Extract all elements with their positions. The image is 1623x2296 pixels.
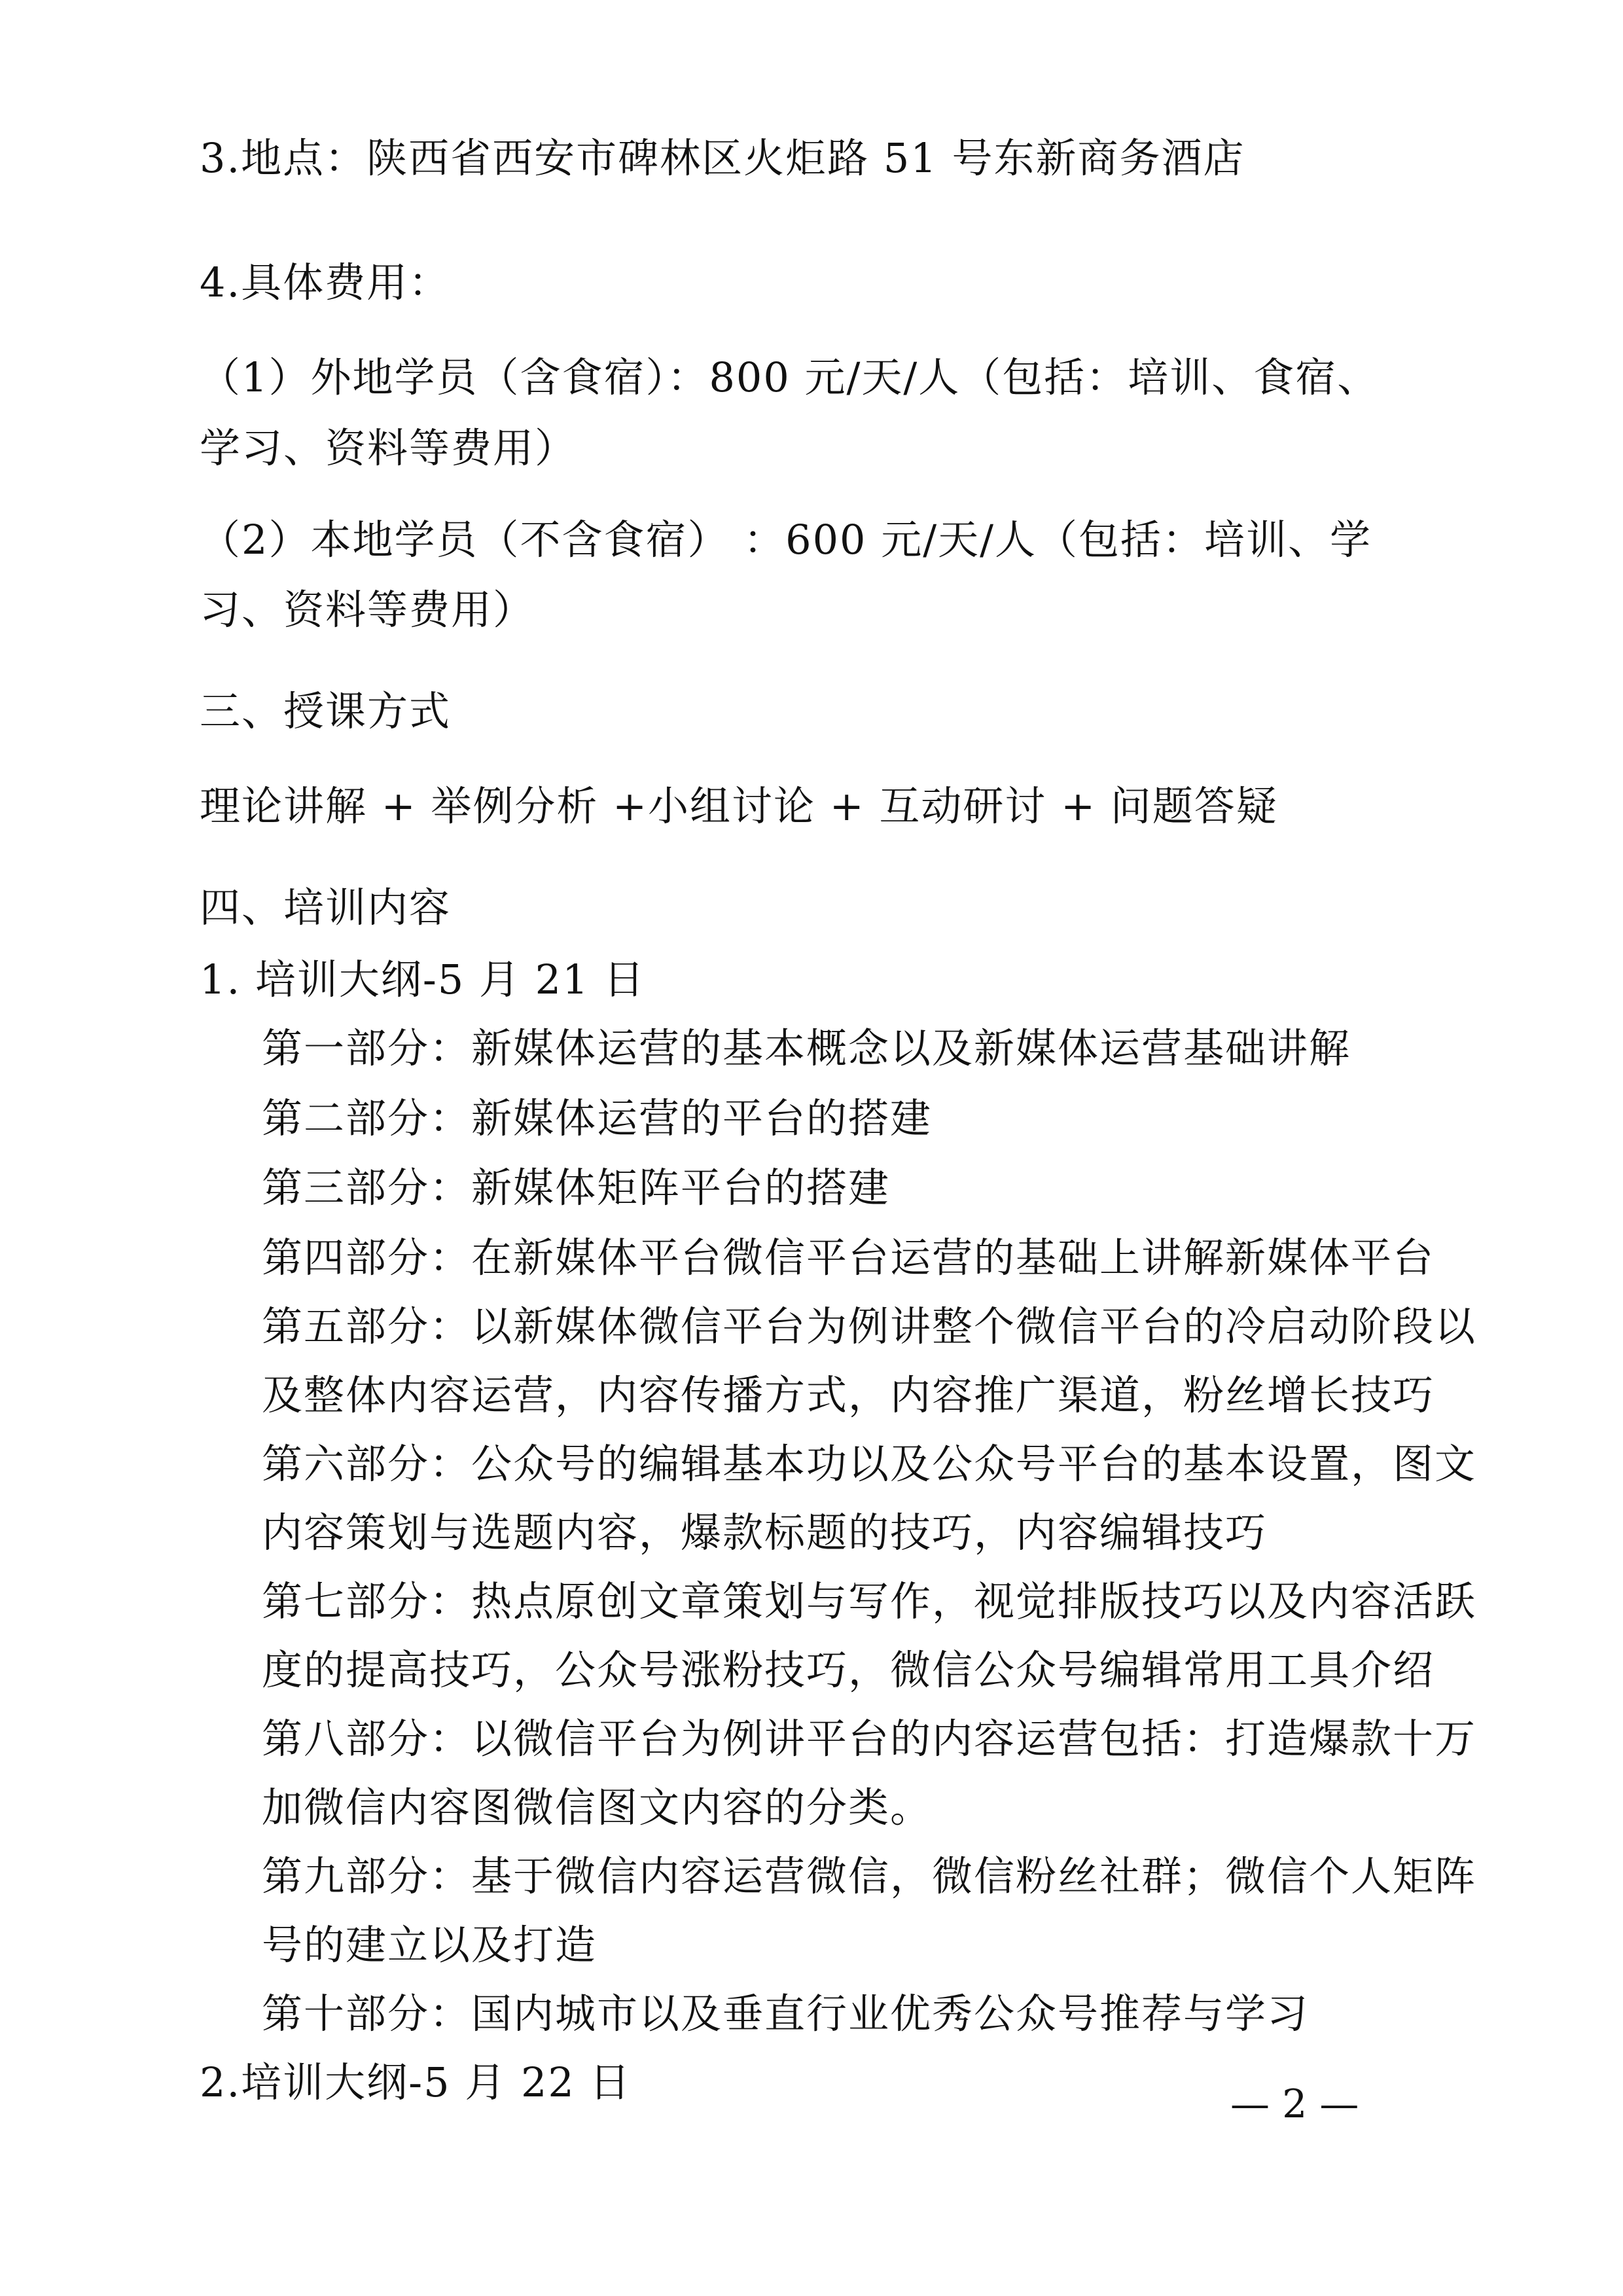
- outline-part-7-line-2: 度的提高技巧，公众号涨粉技巧，微信公众号编辑常用工具介绍: [262, 1646, 1435, 1694]
- page-number: — 2 —: [1230, 2081, 1359, 2127]
- outline-day2-heading: 2.培训大纲-5 月 22 日: [200, 2058, 632, 2106]
- venue-line: 3.地点：陕西省西安市碑林区火炬路 51 号东新商务酒店: [200, 134, 1245, 182]
- fee-local-line-2: 习、资料等费用）: [200, 586, 535, 634]
- outline-day1-heading: 1. 培训大纲-5 月 21 日: [200, 956, 646, 1003]
- outline-part-9-line-1: 第九部分：基于微信内容运营微信，微信粉丝社群；微信个人矩阵: [262, 1852, 1477, 1900]
- section-training-content: 四、培训内容: [200, 884, 452, 931]
- fee-outside-line-2: 学习、资料等费用）: [200, 424, 577, 472]
- fee-local-line-1: （2）本地学员（不含食宿） ：600 元/天/人（包括：培训、学: [200, 516, 1372, 564]
- outline-part-8-line-2: 加微信内容图微信图文内容的分类。: [262, 1784, 933, 1831]
- outline-part-9-line-2: 号的建立以及打造: [262, 1921, 597, 1969]
- outline-part-10: 第十部分：国内城市以及垂直行业优秀公众号推荐与学习: [262, 1990, 1310, 2037]
- outline-part-5-line-2: 及整体内容运营，内容传播方式，内容推广渠道，粉丝增长技巧: [262, 1371, 1435, 1419]
- outline-part-4: 第四部分：在新媒体平台微信平台运营的基础上讲解新媒体平台: [262, 1234, 1435, 1282]
- outline-part-6-line-2: 内容策划与选题内容，爆款标题的技巧，内容编辑技巧: [262, 1509, 1268, 1556]
- outline-part-5-line-1: 第五部分：以新媒体微信平台为例讲整个微信平台的冷启动阶段以: [262, 1302, 1477, 1350]
- outline-part-3: 第三部分：新媒体矩阵平台的搭建: [262, 1164, 891, 1211]
- fees-heading: 4.具体费用：: [200, 259, 451, 306]
- section-teaching-method: 三、授课方式: [200, 687, 452, 735]
- outline-part-1: 第一部分：新媒体运营的基本概念以及新媒体运营基础讲解: [262, 1024, 1351, 1072]
- fee-outside-line-1: （1）外地学员（含食宿）：800 元/天/人（包括：培训、食宿、: [200, 353, 1380, 401]
- outline-part-6-line-1: 第六部分：公众号的编辑基本功以及公众号平台的基本设置，图文: [262, 1440, 1477, 1488]
- outline-part-2: 第二部分：新媒体运营的平台的搭建: [262, 1094, 933, 1142]
- outline-part-8-line-1: 第八部分：以微信平台为例讲平台的内容运营包括：打造爆款十万: [262, 1715, 1477, 1763]
- teaching-method-text: 理论讲解 + 举例分析 +小组讨论 + 互动研讨 + 问题答疑: [200, 782, 1278, 830]
- outline-part-7-line-1: 第七部分：热点原创文章策划与写作，视觉排版技巧以及内容活跃: [262, 1577, 1477, 1625]
